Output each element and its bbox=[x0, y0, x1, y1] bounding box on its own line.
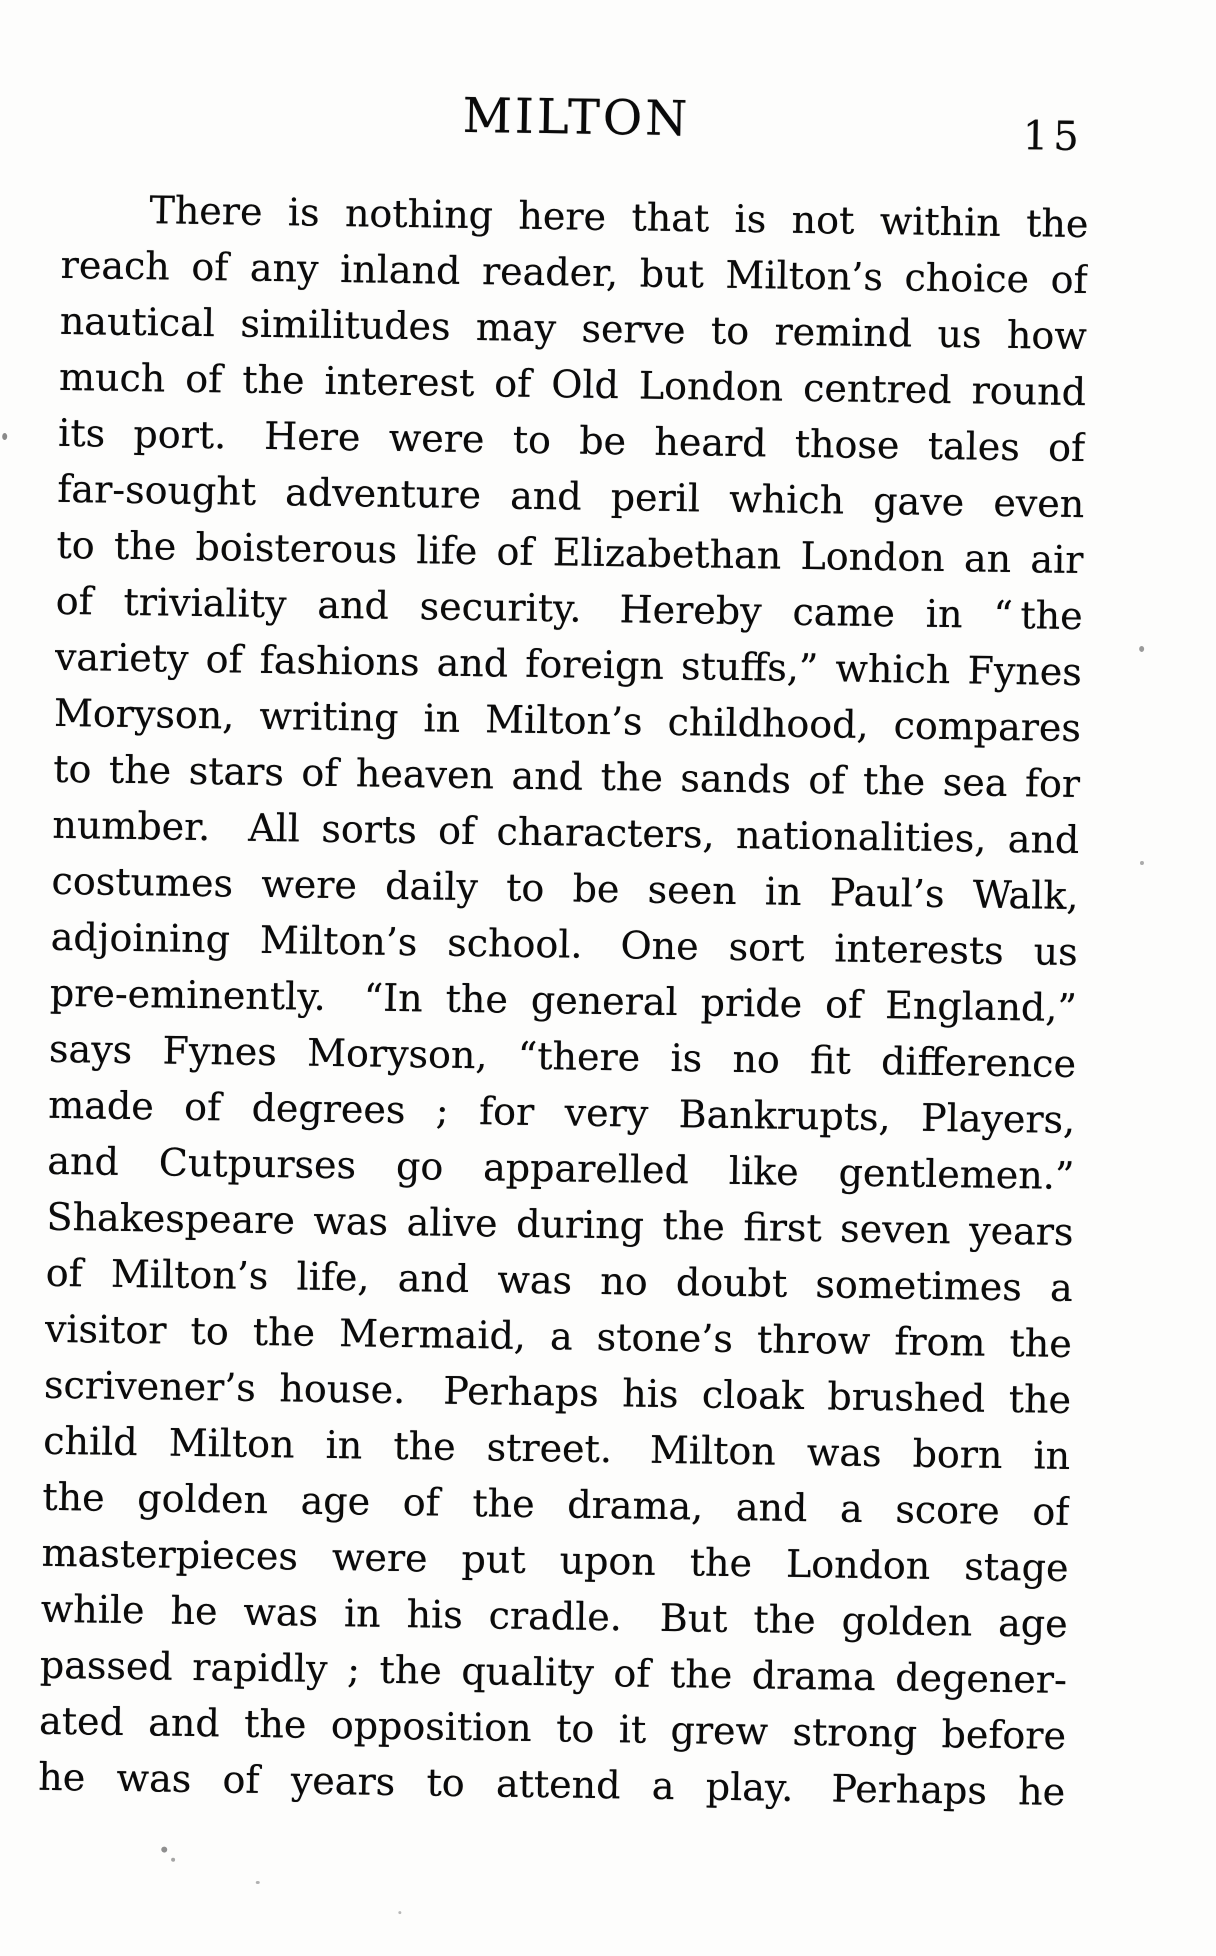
text-line: its port. Here were to be heard those tales of bbox=[57, 410, 1086, 471]
text-line: much of the interest of Old London centred round bbox=[58, 354, 1087, 415]
body-text bbox=[38, 181, 1089, 1820]
text-line: he was of years to attend a play. Perhaps he bbox=[37, 1754, 1066, 1814]
ink-speck bbox=[1139, 646, 1144, 652]
text-line: variety of fashions and foreign stuffs,” which Fynes bbox=[54, 634, 1083, 695]
text-line: There is nothing here that is not within the bbox=[149, 188, 1089, 247]
text-line: of Milton’s life, and was no doubt sometimes a bbox=[45, 1250, 1073, 1310]
text-line: costumes were daily to be seen in Paul’s Walk, bbox=[51, 858, 1079, 919]
page-number: 15 bbox=[1022, 113, 1085, 161]
text-line: Shakespeare was alive during the first seven years bbox=[46, 1194, 1074, 1255]
page-header bbox=[62, 86, 1090, 171]
text-line: the golden age of the drama, and a score of bbox=[42, 1474, 1070, 1534]
text-line: child Milton in the street. Milton was born in bbox=[42, 1418, 1071, 1478]
ink-speck bbox=[2, 433, 7, 440]
text-line: number. All sorts of characters, nationalities, and bbox=[52, 802, 1080, 863]
text-line: pre-eminently. “In the general pride of England,” bbox=[49, 970, 1078, 1031]
text-line: scrivener’s house. Perhaps his cloak brushed the bbox=[43, 1362, 1072, 1422]
text-line: Moryson, writing in Milton’s childhood, compares bbox=[53, 690, 1082, 751]
text-line: nautical similitudes may serve to remind us how bbox=[59, 298, 1088, 359]
ink-speck bbox=[171, 1858, 175, 1862]
text-line: adjoining Milton’s school. One sort interests us bbox=[50, 914, 1078, 975]
text-line: made of degrees ; for very Bankrupts, Players, bbox=[47, 1082, 1076, 1143]
text-line: while he was in his cradle. But the golden age bbox=[40, 1586, 1069, 1646]
text-line: to the boisterous life of Elizabethan London an air bbox=[56, 522, 1084, 583]
ink-speck bbox=[161, 1847, 167, 1853]
text-line: ated and the opposition to it grew strong before bbox=[38, 1698, 1067, 1758]
text-line: to the stars of heaven and the sands of the sea for bbox=[52, 746, 1081, 807]
text-line: and Cutpurses go apparelled like gentlemen.” bbox=[47, 1138, 1075, 1199]
ink-speck bbox=[398, 1911, 401, 1914]
text-line: of triviality and security. Hereby came in “ the bbox=[55, 578, 1083, 639]
text-line: far-sought adventure and peril which gave even bbox=[57, 466, 1085, 527]
text-line: masterpieces were put upon the London stage bbox=[41, 1530, 1069, 1590]
ink-speck bbox=[1140, 861, 1144, 865]
text-line: passed rapidly ; the quality of the drama degener- bbox=[39, 1642, 1068, 1702]
text-line: visitor to the Mermaid, a stone’s throw from the bbox=[44, 1306, 1073, 1366]
text-line: says Fynes Moryson, “there is no fit difference bbox=[48, 1026, 1077, 1087]
text-line: reach of any inland reader, but Milton’s choice of bbox=[60, 242, 1088, 303]
ink-speck bbox=[256, 1881, 260, 1884]
running-head-title: MILTON bbox=[462, 87, 691, 148]
